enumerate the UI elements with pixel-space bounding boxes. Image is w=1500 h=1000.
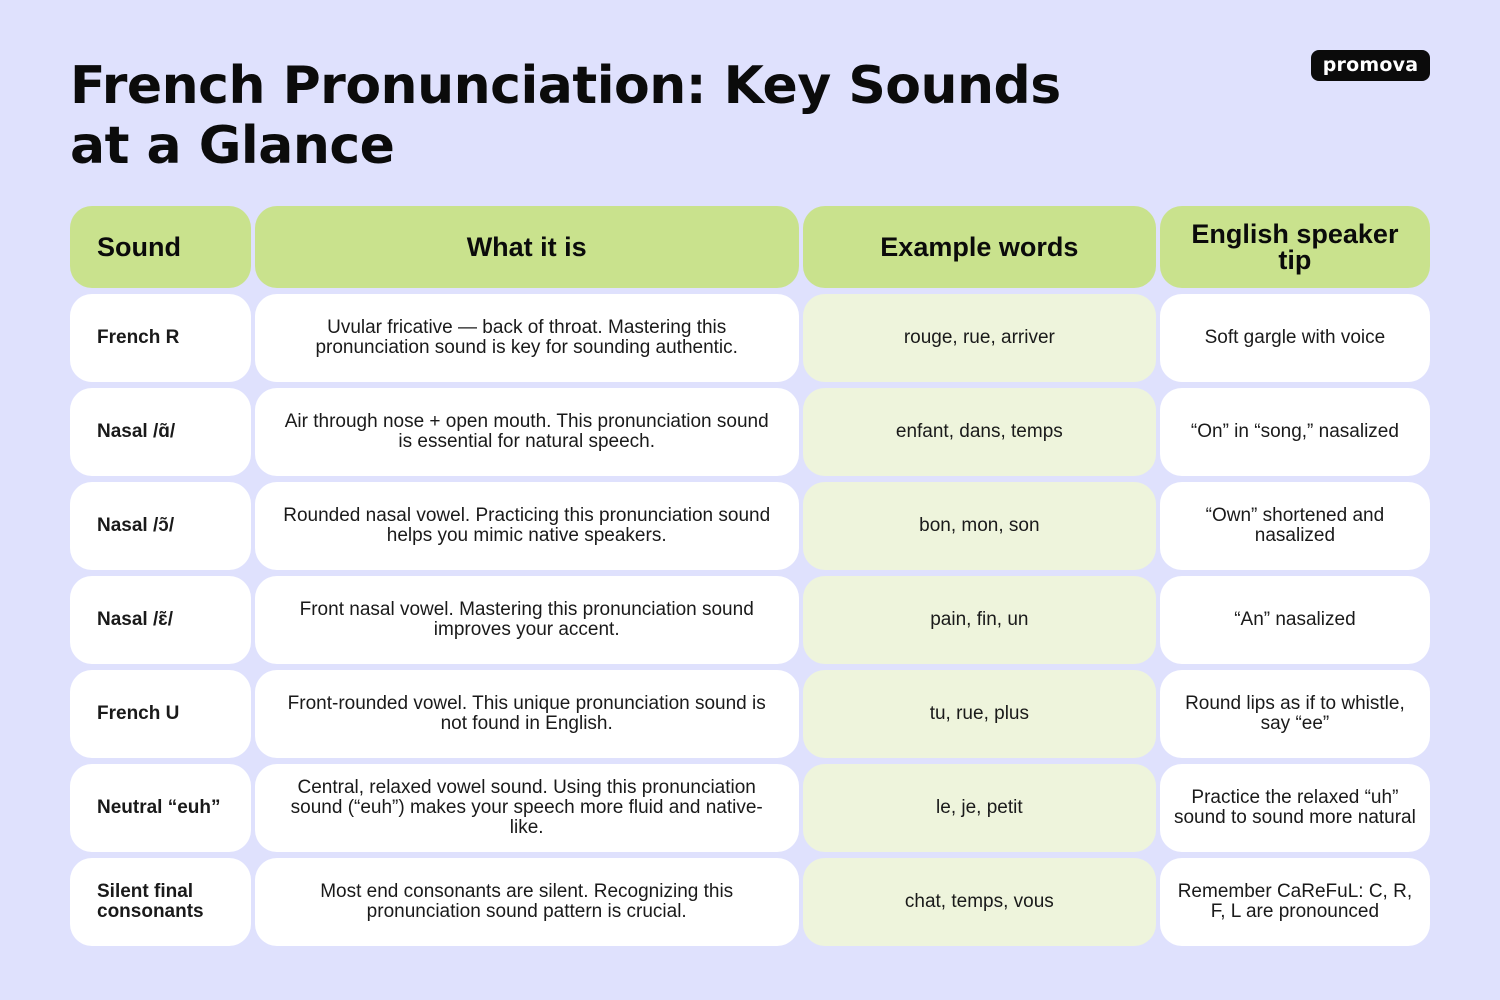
sound-cell: French R bbox=[70, 294, 251, 382]
description-cell: Front nasal vowel. Mastering this pronunciation sound improves your accent. bbox=[255, 576, 799, 664]
sound-cell: Nasal /ɑ̃/ bbox=[70, 388, 251, 476]
header-example-words: Example words bbox=[803, 206, 1156, 288]
sound-cell: Neutral “euh” bbox=[70, 764, 251, 852]
examples-cell: chat, temps, vous bbox=[803, 858, 1156, 946]
sound-cell: Nasal /ɛ̃/ bbox=[70, 576, 251, 664]
examples-cell: enfant, dans, temps bbox=[803, 388, 1156, 476]
examples-cell: le, je, petit bbox=[803, 764, 1156, 852]
header-english-speaker-tip: English speaker tip bbox=[1160, 206, 1430, 288]
description-cell: Central, relaxed vowel sound. Using this pronunciation sound (“euh”) makes your speech more fluid and native-like. bbox=[255, 764, 799, 852]
promova-logo: promova bbox=[1311, 50, 1430, 81]
examples-cell: tu, rue, plus bbox=[803, 670, 1156, 758]
pronunciation-table bbox=[70, 206, 1430, 952]
tip-cell: “An” nasalized bbox=[1160, 576, 1430, 664]
sound-cell: French U bbox=[70, 670, 251, 758]
table-row bbox=[70, 670, 1430, 758]
sound-cell: Nasal /ɔ̃/ bbox=[70, 482, 251, 570]
table-row bbox=[70, 764, 1430, 852]
table-header-row bbox=[70, 206, 1430, 288]
examples-cell: pain, fin, un bbox=[803, 576, 1156, 664]
tip-cell: “On” in “song,” nasalized bbox=[1160, 388, 1430, 476]
page-title: French Pronunciation: Key Sounds at a Glance bbox=[70, 56, 1061, 176]
description-cell: Front-rounded vowel. This unique pronunciation sound is not found in English. bbox=[255, 670, 799, 758]
tip-cell: “Own” shortened and nasalized bbox=[1160, 482, 1430, 570]
examples-cell: rouge, rue, arriver bbox=[803, 294, 1156, 382]
table-row bbox=[70, 576, 1430, 664]
tip-cell: Soft gargle with voice bbox=[1160, 294, 1430, 382]
sound-cell: Silent final consonants bbox=[70, 858, 251, 946]
table-row bbox=[70, 388, 1430, 476]
description-cell: Rounded nasal vowel. Practicing this pronunciation sound helps you mimic native speakers. bbox=[255, 482, 799, 570]
tip-cell: Practice the relaxed “uh” sound to sound more natural bbox=[1160, 764, 1430, 852]
tip-cell: Round lips as if to whistle, say “ee” bbox=[1160, 670, 1430, 758]
table-row bbox=[70, 858, 1430, 946]
examples-cell: bon, mon, son bbox=[803, 482, 1156, 570]
header-what-it-is: What it is bbox=[255, 206, 799, 288]
description-cell: Air through nose + open mouth. This pronunciation sound is essential for natural speech. bbox=[255, 388, 799, 476]
description-cell: Most end consonants are silent. Recognizing this pronunciation sound pattern is crucial. bbox=[255, 858, 799, 946]
table-row bbox=[70, 482, 1430, 570]
header-sound: Sound bbox=[70, 206, 251, 288]
description-cell: Uvular fricative — back of throat. Mastering this pronunciation sound is key for sounding authentic. bbox=[255, 294, 799, 382]
tip-cell: Remember CaReFuL: C, R, F, L are pronounced bbox=[1160, 858, 1430, 946]
table-row bbox=[70, 294, 1430, 382]
